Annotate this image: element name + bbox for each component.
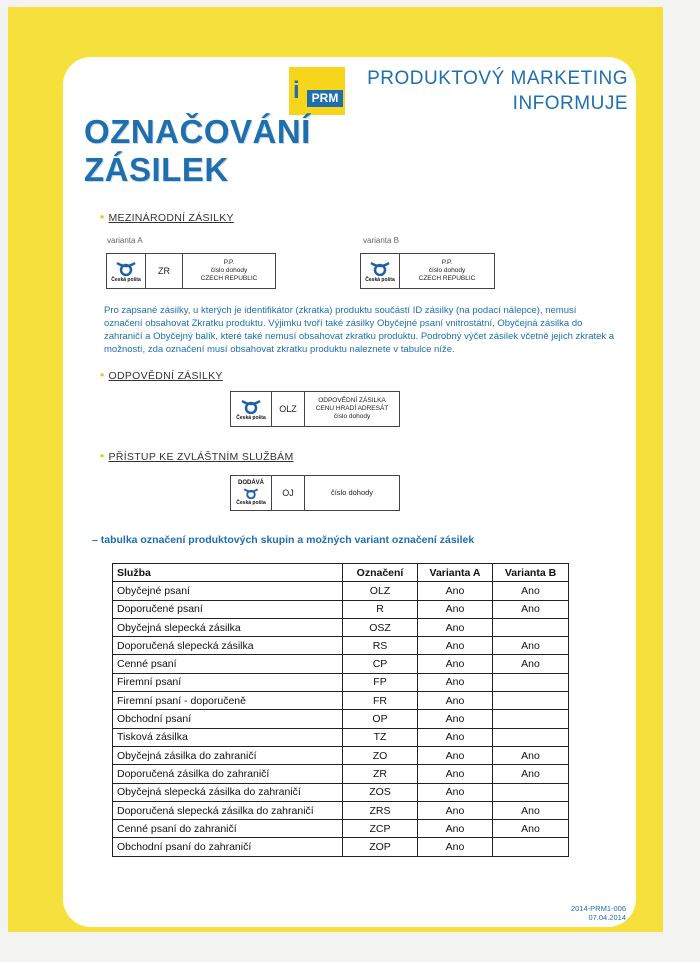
table-cell: Doporučená slepecká zásilka [113, 637, 343, 655]
table-cell: Obyčejná zásilka do zahraničí [113, 746, 343, 764]
table-row [113, 692, 569, 710]
table-cell [493, 838, 569, 856]
table-row [113, 746, 569, 764]
table-row [113, 838, 569, 856]
label-line1: číslo dohody [330, 488, 374, 497]
table-cell: Ano [418, 838, 493, 856]
section-special-title: PŘÍSTUP KE ZVLÁŠTNÍM SLUŽBÁM [108, 451, 294, 463]
table-cell: ZRS [343, 801, 418, 819]
table-row [113, 710, 569, 728]
table-cell [493, 783, 569, 801]
table-cell: R [343, 600, 418, 618]
ceska-posta-logo [231, 392, 272, 426]
table-cell: Ano [418, 728, 493, 746]
label-sample-reply [230, 391, 400, 427]
page-title-line1: OZNAČOVÁNÍ [84, 113, 311, 150]
table-cell [493, 673, 569, 691]
table-cell: OSZ [343, 618, 418, 636]
page-title-line2: ZÁSILEK [84, 151, 229, 188]
table-cell: Tisková zásilka [113, 728, 343, 746]
table-row [113, 618, 569, 636]
table-cell: Ano [418, 637, 493, 655]
table-cell: ZO [343, 746, 418, 764]
header-title [367, 66, 628, 116]
label-line3: CZECH REPUBLIC [200, 275, 258, 282]
table-row [113, 801, 569, 819]
table-cell: RS [343, 637, 418, 655]
logo-name: Česká pošta [365, 276, 395, 283]
table-cell: Ano [493, 746, 569, 764]
table-cell: Obyčejná slepecká zásilka do zahraničí [113, 783, 343, 801]
prm-logo [289, 67, 345, 115]
table-cell [493, 618, 569, 636]
table-row [113, 820, 569, 838]
table-cell: Ano [418, 746, 493, 764]
label-text [305, 392, 399, 426]
table-cell: OLZ [343, 582, 418, 600]
bullet-icon: • [100, 210, 105, 224]
footer [571, 904, 626, 922]
table-cell: OP [343, 710, 418, 728]
table-cell: ZR [343, 765, 418, 783]
table-row [113, 655, 569, 673]
section-reply [100, 368, 223, 382]
logo-letter: i [293, 77, 300, 104]
table-cell: Ano [418, 655, 493, 673]
logo-name: Česká pošta [236, 500, 266, 506]
label-text [305, 476, 399, 510]
label-line3: CZECH REPUBLIC [418, 275, 476, 282]
logo-name: Česká pošta [111, 276, 141, 283]
table-cell: ZOP [343, 838, 418, 856]
label-line1: P.P. [441, 259, 453, 266]
table-cell: FP [343, 673, 418, 691]
table-cell: Cenné psaní do zahraničí [113, 820, 343, 838]
logo-name: Česká pošta [236, 414, 266, 421]
label-line2: číslo dohody [210, 267, 248, 274]
table-cell: Ano [418, 673, 493, 691]
table-cell: Ano [493, 637, 569, 655]
table-cell [493, 692, 569, 710]
table-cell: Ano [493, 655, 569, 673]
table-cell: ZCP [343, 820, 418, 838]
table-row [113, 637, 569, 655]
table-cell: Obchodní psaní [113, 710, 343, 728]
product-code: ZR [146, 254, 183, 288]
table-cell: Ano [418, 820, 493, 838]
table-cell: Obchodní psaní do zahraničí [113, 838, 343, 856]
posthorn-icon [115, 260, 137, 276]
label-line1: P.P. [223, 259, 235, 266]
table-header: Služba [113, 564, 343, 582]
logo-text: PRM [307, 90, 343, 107]
table-header-row [113, 564, 569, 582]
table-header: Varianta A [418, 564, 493, 582]
label-line2: CENU HRADÍ ADRESÁT [315, 405, 389, 412]
table-header: Varianta B [493, 564, 569, 582]
label-line1: ODPOVĚDNÍ ZÁSILKA [318, 397, 386, 404]
ceska-posta-logo [231, 476, 272, 510]
table-cell: Ano [418, 692, 493, 710]
table-header: Označení [343, 564, 418, 582]
variant-b-label: varianta B [363, 236, 400, 245]
table-cell: Ano [418, 710, 493, 728]
bullet-icon: • [100, 449, 105, 463]
table-cell: Ano [418, 582, 493, 600]
table-cell: Ano [418, 765, 493, 783]
table-cell: Doporučené psaní [113, 600, 343, 618]
bullet-icon: • [100, 368, 105, 382]
table-cell: Cenné psaní [113, 655, 343, 673]
label-sample-a [106, 253, 276, 289]
table-row [113, 600, 569, 618]
table-cell: TZ [343, 728, 418, 746]
posthorn-icon [241, 487, 261, 499]
table-cell: Ano [418, 801, 493, 819]
table-cell: Ano [493, 801, 569, 819]
delivery-text: DODÁVÁ [237, 480, 264, 486]
table-row [113, 783, 569, 801]
table-cell: Doporučená zásilka do zahraničí [113, 765, 343, 783]
ceska-posta-logo [107, 254, 146, 288]
table-cell: Ano [493, 600, 569, 618]
table-cell: Ano [418, 618, 493, 636]
page-title [84, 113, 311, 189]
label-text [183, 254, 275, 288]
variant-a-label: varianta A [107, 236, 143, 245]
table-row [113, 728, 569, 746]
table-cell: Ano [493, 820, 569, 838]
table-row [113, 673, 569, 691]
table-cell: Firemní psaní - doporučeně [113, 692, 343, 710]
table-cell: Ano [493, 765, 569, 783]
posthorn-icon [369, 260, 391, 276]
table-caption: – tabulka označení produktových skupin a možných variant označení zásilek [92, 534, 475, 546]
table-cell: FR [343, 692, 418, 710]
section-international-title: MEZINÁRODNÍ ZÁSILKY [108, 212, 234, 224]
table-row [113, 765, 569, 783]
ceska-posta-logo [361, 254, 400, 288]
footer-date: 07.04.2014 [588, 913, 626, 922]
label-line2: číslo dohody [428, 267, 466, 274]
table-cell: Obyčejná slepecká zásilka [113, 618, 343, 636]
label-sample-b [360, 253, 495, 289]
table-cell: Doporučená slepecká zásilka do zahraničí [113, 801, 343, 819]
posthorn-icon [240, 398, 262, 414]
product-code: OJ [272, 476, 305, 510]
table-cell [493, 728, 569, 746]
footer-code: 2014-PRM1-006 [570, 904, 626, 913]
info-paragraph: Pro zapsané zásilky, u kterých je identifikátor (zkratka) produktu součástí ID zásilky (na podací nálepce), nemusí označení obsahovat Zkratku produktu. Výjimku tvoří také zásilky Obyčejné psaní vnitrostátní, Obyčejná zásilka do zahraničí a Obyčejný balík, které také nemusí obsahovat zkratku produktu. Podrobný výčet zásilek včetně jejich zkratek a možností, zda označení musí obsahovat zkratku produktu naleznete v tabulce níže. [104, 305, 615, 355]
table-cell: Ano [493, 582, 569, 600]
section-special [100, 449, 294, 463]
table-cell: Ano [418, 783, 493, 801]
table-body [113, 582, 569, 856]
section-reply-title: ODPOVĚDNÍ ZÁSILKY [108, 370, 223, 382]
table-cell: Firemní psaní [113, 673, 343, 691]
table-cell [493, 710, 569, 728]
header-title-line2: INFORMUJE [512, 93, 628, 114]
table-cell: Ano [418, 600, 493, 618]
label-text [400, 254, 494, 288]
label-line3: číslo dohody [333, 413, 371, 420]
table-cell: CP [343, 655, 418, 673]
section-international [100, 210, 234, 224]
services-table [112, 563, 569, 857]
table-row [113, 582, 569, 600]
header-title-line1: PRODUKTOVÝ MARKETING [367, 68, 628, 89]
table-cell: Obyčejné psaní [113, 582, 343, 600]
label-sample-special [230, 475, 400, 511]
table-cell: ZOS [343, 783, 418, 801]
product-code: OLZ [272, 392, 305, 426]
